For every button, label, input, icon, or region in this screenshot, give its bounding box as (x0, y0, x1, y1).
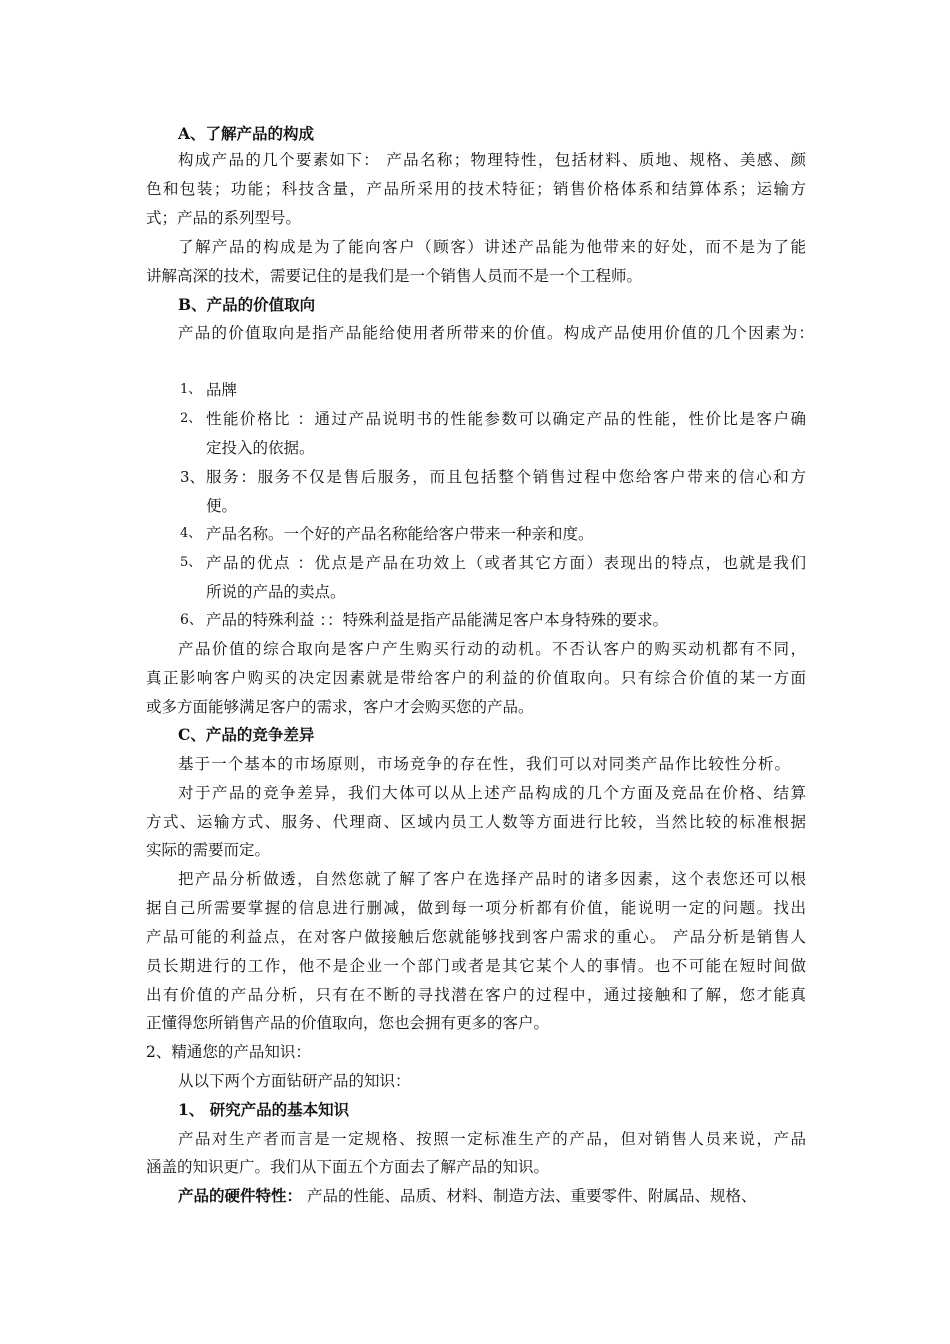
para-c2-line-3: 实际的需要而定。 (146, 841, 271, 859)
list-item-3-line-2: 便。 (206, 497, 238, 515)
para-a1-line-2: 色和包装；功能；科技含量，产品所采用的技术特征；销售价格体系和结算体系；运输方 (146, 180, 806, 198)
list-item-4-line-1: 产品名称。一个好的产品名称能给客户带来一种亲和度。 (206, 525, 594, 543)
list-number-1: 1、 (180, 382, 202, 397)
heading-c: C、产品的竞争差异 (178, 725, 315, 744)
para-a2-line-1: 了解产品的构成是为了能向客户（顾客）讲述产品能为他带来的好处，而不是为了能 (178, 238, 806, 256)
para-c3-line-6: 正懂得您所销售产品的价值取向，您也会拥有更多的客户。 (146, 1014, 550, 1032)
hardware-label: 产品的硬件特性： (178, 1186, 303, 1205)
hardware-text: 产品的性能、品质、材料、制造方法、重要零件、附属品、规格、 (302, 1187, 757, 1205)
para-a2-line-2: 讲解高深的技术，需要记住的是我们是一个销售人员而不是一个工程师。 (146, 267, 643, 285)
para-b2-line-3: 或多方面能够满足客户的需求，客户才会购买您的产品。 (146, 698, 534, 716)
para-s2-2-line-2: 涵盖的知识更广。我们从下面五个方面去了解产品的知识。 (146, 1158, 550, 1176)
list-item-3-line-1: 服务：服务不仅是售后服务，而且包括整个销售过程中您给客户带来的信心和方 (206, 468, 806, 486)
para-c3-line-2: 据自己所需要掌握的信息进行删减，做到每一项分析都有价值，能说明一定的问题。找出 (146, 899, 806, 917)
para-b1: 产品的价值取向是指产品能给使用者所带来的价值。构成产品使用价值的几个因素为： (178, 324, 814, 342)
hardware-paragraph (178, 1186, 756, 1206)
list-item-1-line-1: 品牌 (206, 381, 238, 399)
list-number-4: 4、 (180, 526, 202, 541)
para-b2-line-1: 产品价值的综合取向是客户产生购买行动的动机。不否认客户的购买动机都有不同， (178, 640, 806, 658)
para-c3-line-4: 员长期进行的工作，他不是企业一个部门或者是其它某个人的事情。也不可能在短时间做 (146, 957, 806, 975)
para-c3-line-3: 产品可能的利益点，在对客户做接触后您就能够找到客户需求的重心。 产品分析是销售人 (146, 928, 806, 946)
list-number-2: 2、 (180, 411, 202, 426)
para-a1-line-3: 式；产品的系列型号。 (146, 209, 302, 227)
para-c1: 基于一个基本的市场原则，市场竞争的存在性，我们可以对同类产品作比较性分析。 (178, 755, 790, 773)
list-item-5-line-1: 产品的优点 ：优点是产品在功效上（或者其它方面）表现出的特点，也就是我们 (206, 554, 806, 572)
heading-a: A、了解产品的构成 (178, 124, 315, 143)
para-c3-line-5: 出有价值的产品分析，只有在不断的寻找潜在客户的过程中，通过接触和了解，您才能真 (146, 986, 806, 1004)
para-c3-line-1: 把产品分析做透，自然您就了解了客户在选择产品时的诸多因素，这个表您还可以根 (178, 870, 806, 888)
list-number-6: 6、 (180, 612, 203, 628)
list-number-5: 5、 (180, 555, 202, 570)
para-s2-1: 从以下两个方面钻研产品的知识： (178, 1072, 411, 1090)
para-c2-line-2: 方式、运输方式、服务、代理商、区域内员工人数等方面进行比较，当然比较的标准根据 (146, 813, 806, 831)
heading-b: B、产品的价值取向 (178, 295, 316, 314)
list-item-2-line-1: 性能价格比 ：通过产品说明书的性能参数可以确定产品的性能，性价比是客户确 (206, 410, 806, 428)
para-s2-2-line-1: 产品对生产者而言是一定规格、按照一定标准生产的产品，但对销售人员来说，产品 (178, 1130, 806, 1148)
list-item-2-line-2: 定投入的依据。 (206, 439, 315, 457)
list-item-6-line-1: 产品的特殊利益 ：：特殊利益是指产品能满足客户本身特殊的要求。 (206, 611, 669, 629)
para-c2-line-1: 对于产品的竞争差异，我们大体可以从上述产品构成的几个方面及竞品在价格、结算 (178, 784, 806, 802)
subsection-1-heading: 1、 研究产品的基本知识 (178, 1100, 350, 1119)
list-item-5-line-2: 所说的产品的卖点。 (206, 583, 346, 601)
list-number-3: 3、 (180, 468, 205, 486)
section-2-heading: 2、精通您的产品知识： (146, 1043, 311, 1061)
para-b2-line-2: 真正影响客户购买的决定因素就是带给客户的利益的价值取向。只有综合价值的某一方面 (146, 669, 806, 687)
para-a1-line-1: 构成产品的几个要素如下： 产品名称；物理特性，包括材料、质地、规格、美感、颜 (178, 151, 806, 169)
